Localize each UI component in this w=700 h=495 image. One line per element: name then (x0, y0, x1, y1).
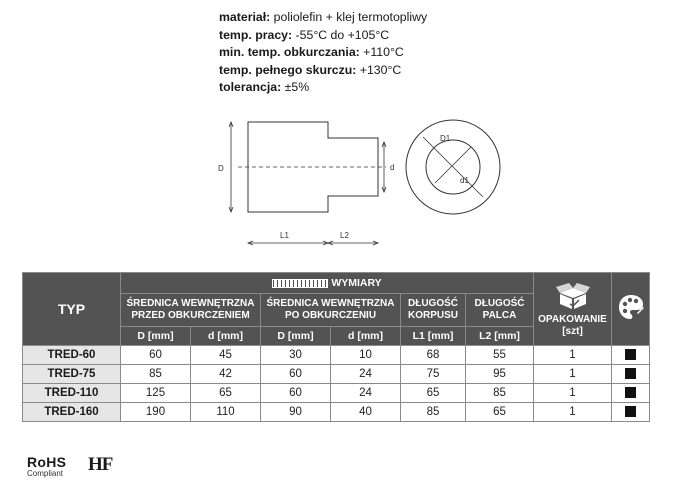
cell-pack: 1 (534, 346, 612, 365)
cell-value: 24 (331, 365, 401, 384)
cell-value: 110 (191, 403, 261, 422)
table-row (23, 365, 650, 384)
label-L1: L1 (280, 231, 289, 240)
label-d1: d1 (460, 176, 469, 185)
unit-header: d [mm] (191, 327, 261, 346)
table-row (23, 384, 650, 403)
unit-header: D [mm] (261, 327, 331, 346)
unit-header: L2 [mm] (466, 327, 534, 346)
cell-value: 68 (401, 346, 466, 365)
cell-value: 45 (191, 346, 261, 365)
cell-value: 65 (401, 384, 466, 403)
label-L2: L2 (340, 231, 349, 240)
color-swatch (612, 384, 650, 403)
cell-value: 24 (331, 384, 401, 403)
cell-value: 42 (191, 365, 261, 384)
group-dlugosc-korpusu: DŁUGOŚĆ KORPUSU (401, 294, 466, 327)
cell-value: 85 (466, 384, 534, 403)
table-row (23, 346, 650, 365)
group-dlugosc-palca: DŁUGOŚĆ PALCA (466, 294, 534, 327)
spec-min-shrink-temp: min. temp. obkurczania: +110°C (219, 45, 404, 60)
wymiary-header: WYMIARY (121, 273, 534, 294)
cell-value: 190 (121, 403, 191, 422)
cell-value: 65 (466, 403, 534, 422)
color-swatch (612, 403, 650, 422)
cell-value: 90 (261, 403, 331, 422)
ruler-icon (272, 279, 328, 288)
cell-value: 55 (466, 346, 534, 365)
cell-value: 60 (261, 365, 331, 384)
hf-badge: HF (88, 454, 113, 475)
cell-value: 30 (261, 346, 331, 365)
label-d: d (390, 163, 395, 172)
table-row (23, 403, 650, 422)
cell-value: 95 (466, 365, 534, 384)
cell-value: 75 (401, 365, 466, 384)
row-type: TRED-160 (23, 403, 121, 422)
technical-drawing (208, 112, 528, 252)
cell-value: 60 (121, 346, 191, 365)
group-po-obkurczeniu: ŚREDNICA WEWNĘTRZNA PO OBKURCZENIU (261, 294, 401, 327)
box-icon (556, 280, 590, 310)
row-type: TRED-110 (23, 384, 121, 403)
dim-D1-line (423, 137, 483, 197)
cell-value: 60 (261, 384, 331, 403)
cell-value: 65 (191, 384, 261, 403)
unit-header: L1 [mm] (401, 327, 466, 346)
cell-value: 85 (401, 403, 466, 422)
spec-full-shrink-temp: temp. pełnego skurczu: +130°C (219, 62, 402, 77)
rohs-badge: RoHS Compliant (27, 454, 67, 478)
cell-value: 40 (331, 403, 401, 422)
spec-material: materiał: poliolefin + klej termotopliwy (219, 10, 428, 24)
cell-pack: 1 (534, 365, 612, 384)
color-swatch (612, 365, 650, 384)
cell-value: 10 (331, 346, 401, 365)
dimensions-table (22, 272, 650, 422)
color-swatch (612, 346, 650, 365)
cell-value: 85 (121, 365, 191, 384)
row-type: TRED-60 (23, 346, 121, 365)
label-D: D (218, 164, 224, 173)
group-przed-obkurczeniem: ŚREDNICA WEWNĘTRZNA PRZED OBKURCZENIEM (121, 294, 261, 327)
spec-tolerance: tolerancja: ±5% (219, 80, 310, 95)
unit-header: d [mm] (331, 327, 401, 346)
cell-value: 125 (121, 384, 191, 403)
row-type: TRED-75 (23, 365, 121, 384)
color-header (612, 273, 650, 346)
spec-list (219, 9, 427, 97)
typ-header: TYP (23, 273, 121, 346)
opakowanie-header: OPAKOWANIE [szt] (534, 273, 612, 346)
spec-operating-temp: temp. pracy: -55°C do +105°C (219, 27, 390, 42)
palette-icon (618, 293, 644, 321)
unit-header: D [mm] (121, 327, 191, 346)
label-D1: D1 (440, 134, 451, 143)
cell-pack: 1 (534, 403, 612, 422)
cell-pack: 1 (534, 384, 612, 403)
